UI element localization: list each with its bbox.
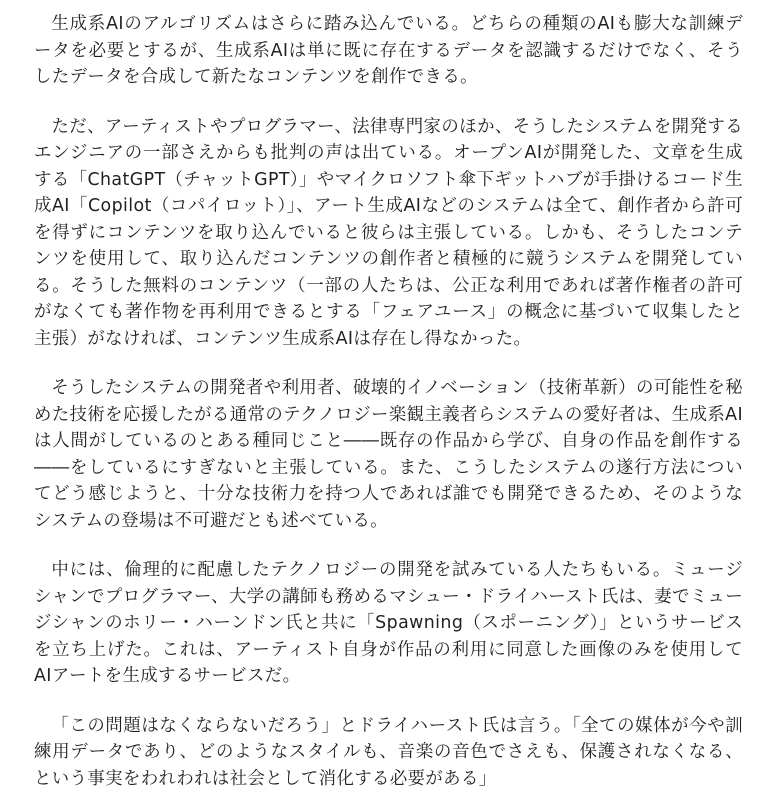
paragraph-supporters: そうしたシステムの開発者や利用者、破壊的イノベーション（技術革新）の可能性を秘めた技術を応援したがる通常のテクノロジー楽観主義者らシステムの愛好者は、生成系AIは人間がしているのとある種同じこと――既存の作品から学び、自身の作品を創作する――をしているにすぎないと主張している。また、こうしたシステムの遂行方法についてどう感じようと、十分な技術力を持つ人であれば誰でも開発できるため、そのようなシステムの登場は不可避だとも述べている。 <box>34 378 743 531</box>
paragraph-generative-ai-algorithms: 生成系AIのアルゴリズムはさらに踏み込んでいる。どちらの種類のAIも膨大な訓練データを必要とするが、生成系AIは単に既に存在するデータを認識するだけでなく、そうしたデータを合成して新たなコンテンツを創作できる。 <box>34 14 743 87</box>
paragraph-quote: 「この問題はなくならないだろう」とドライハースト氏は言う。「全ての媒体が今や訓練用データであり、どのようなスタイルも、音楽の音色でさえも、保護されなくなる、という事実をわれわれは社会として消化する必要がある」 <box>34 715 743 789</box>
paragraph-critics: ただ、アーティストやプログラマー、法律専門家のほか、そうしたシステムを開発するエンジニアの一部さえからも批判の声は出ている。オープンAIが開発した、文章を生成する「ChatGPT（チャットGPT）」やマイクロソフト傘下ギットハブが手掛けるコード生成AI「Copilot（コパイロット）」、アート生成AIなどのシステムは全て、創作者から許可を得ずにコンテンツを取り込んでいると彼らは主張している。しかも、そうしたコンテンツを使用して、取り込んだコンテンツの創作者と積極的に競うシステムを開発している。そうした無料のコンテンツ（一部の人たちは、公正な利用であれば著作権者の許可がなくても著作物を再利用できるとする「フェアユース」の概念に基づいて収集したと主張）がなければ、コンテンツ生成系AIは存在し得なかった。 <box>34 116 743 349</box>
paragraph-ethical-development: 中には、倫理的に配慮したテクノロジーの開発を試みている人たちもいる。ミュージシャンでプログラマー、大学の講師も務めるマシュー・ドライハースト氏は、妻でミュージシャンのホリー・ハーンドン氏と共に「Spawning（スポーニング）」というサービスを立ち上げた。これは、アーティスト自身が作品の利用に同意した画像のみを使用してAIアートを生成するサービスだ。 <box>34 560 743 686</box>
